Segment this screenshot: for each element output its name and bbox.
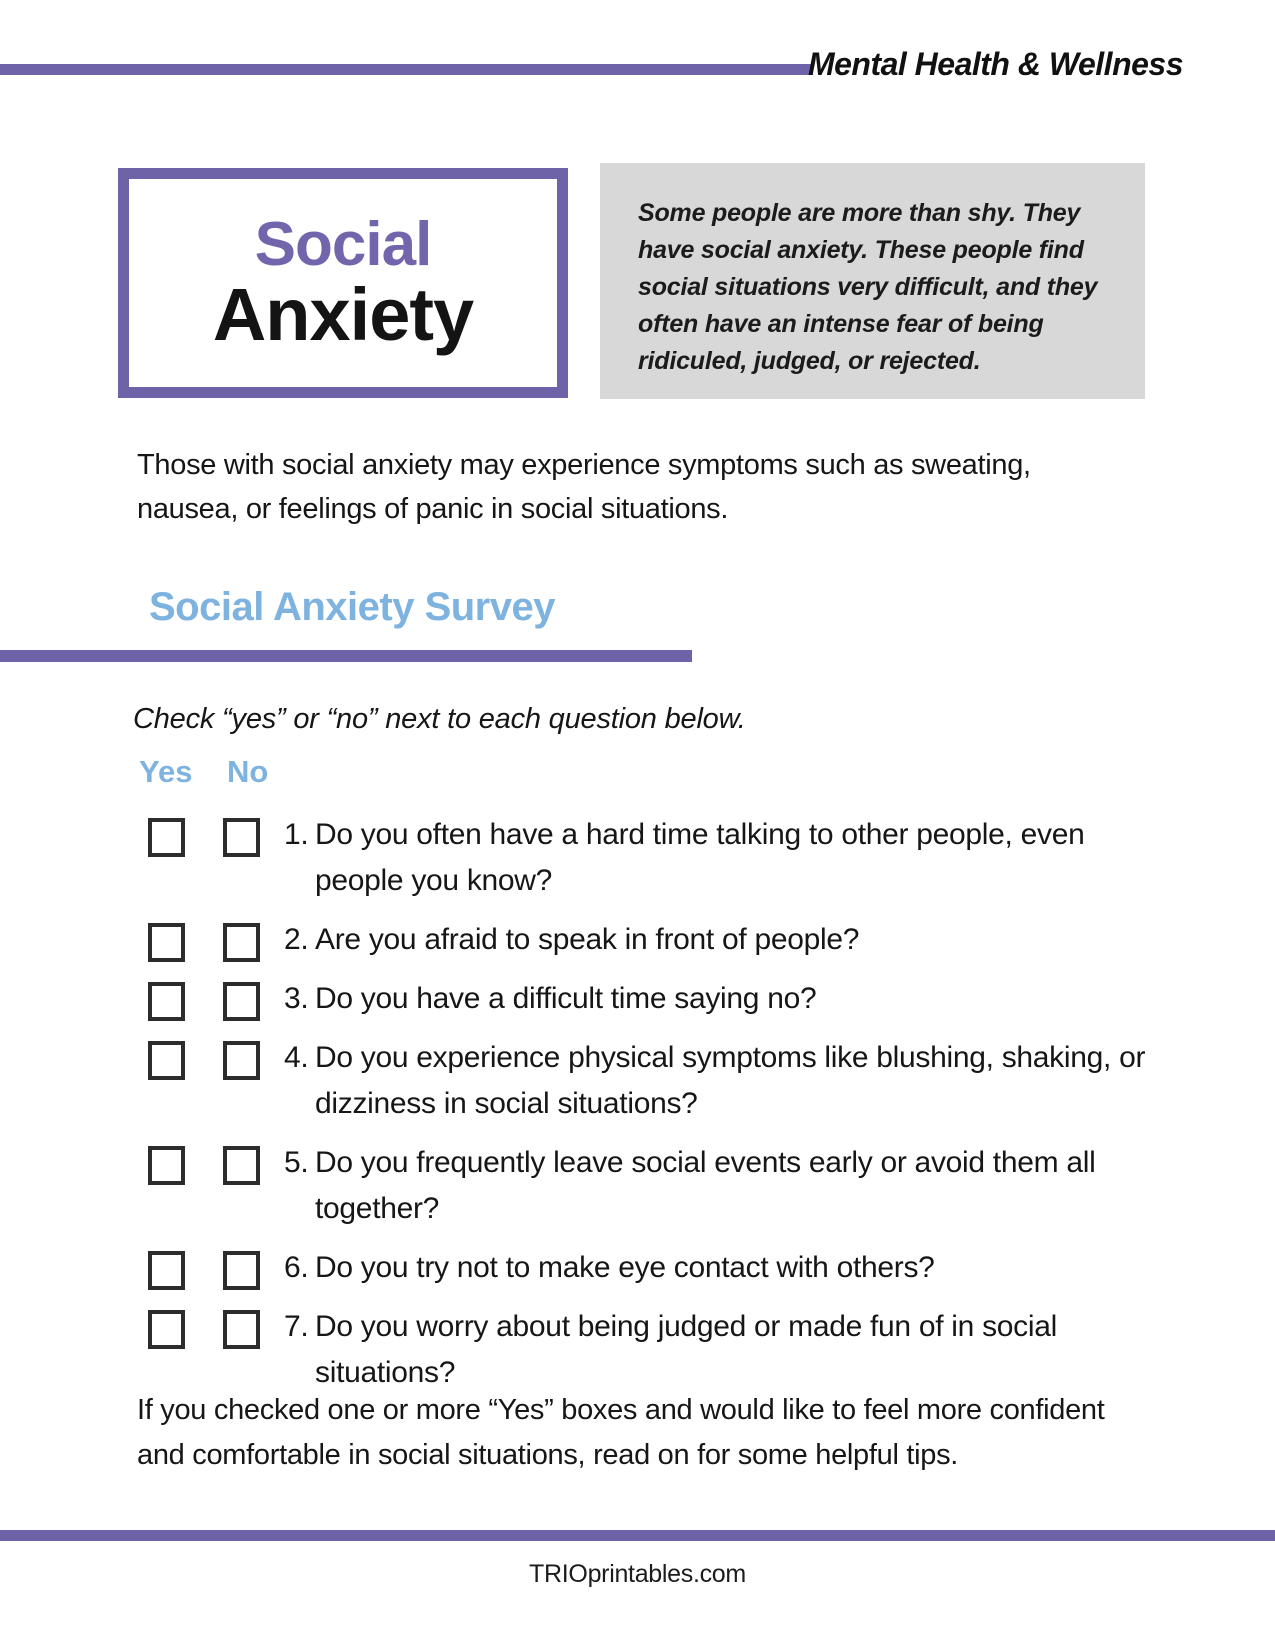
no-column-header: No [227, 754, 269, 789]
survey-question-row [148, 812, 1178, 904]
title-word-anxiety: Anxiety [212, 272, 474, 356]
question-text: Do you worry about being judged or made fun of in social situations? [315, 1310, 1057, 1389]
yes-column-header: Yes [139, 754, 193, 789]
question-number: 5. [284, 1146, 309, 1179]
yes-checkbox[interactable] [148, 1041, 185, 1080]
question-text: Do you frequently leave social events early or avoid them all together? [315, 1146, 1096, 1225]
symptoms-paragraph: Those with social anxiety may experience symptoms such as sweating, nausea, or feelings of panic in social situations. [137, 449, 1031, 525]
footer-divider-line [0, 1530, 1275, 1541]
survey-heading-underline [0, 650, 692, 662]
question-text: Do you experience physical symptoms like blushing, shaking, or dizziness in social situations? [315, 1041, 1146, 1120]
question-number: 1. [284, 818, 309, 851]
survey-question-row [148, 1140, 1178, 1232]
survey-question-row [148, 976, 1178, 1022]
closing-paragraph: If you checked one or more “Yes” boxes and would like to feel more confident and comfortable in social situations, read on for some helpful tips. [137, 1394, 1105, 1471]
no-checkbox[interactable] [223, 818, 260, 857]
survey-question-list [148, 812, 1178, 1409]
yes-checkbox[interactable] [148, 982, 185, 1021]
question-text: Are you afraid to speak in front of people? [315, 923, 860, 956]
question-number: 4. [284, 1041, 309, 1074]
no-checkbox[interactable] [223, 1146, 260, 1185]
yes-checkbox[interactable] [148, 1310, 185, 1349]
question-number: 3. [284, 982, 309, 1015]
yes-checkbox[interactable] [148, 1251, 185, 1290]
survey-question-row [148, 1035, 1178, 1127]
intro-description-box: Some people are more than shy. They have social anxiety. These people find social situations very difficult, and they often have an intense fear of being ridiculed, judged, or rejected. [600, 163, 1145, 399]
survey-heading: Social Anxiety Survey [149, 585, 555, 629]
no-checkbox[interactable] [223, 1310, 260, 1349]
survey-instruction: Check “yes” or “no” next to each question below. [133, 703, 746, 735]
title-word-social: Social [254, 209, 432, 279]
title-box [118, 168, 568, 398]
question-number: 2. [284, 923, 309, 956]
question-text: Do you try not to make eye contact with others? [315, 1251, 935, 1284]
footer-site-name: TRIOprintables.com [529, 1560, 746, 1588]
question-number: 6. [284, 1251, 309, 1284]
question-number: 7. [284, 1310, 309, 1343]
survey-question-row [148, 917, 1178, 963]
header-divider-line [0, 64, 813, 75]
yes-checkbox[interactable] [148, 923, 185, 962]
no-checkbox[interactable] [223, 982, 260, 1021]
no-checkbox[interactable] [223, 923, 260, 962]
survey-question-row [148, 1245, 1178, 1291]
no-checkbox[interactable] [223, 1041, 260, 1080]
question-text: Do you often have a hard time talking to other people, even people you know? [315, 818, 1085, 897]
yes-checkbox[interactable] [148, 1146, 185, 1185]
survey-question-row [148, 1304, 1178, 1396]
yes-checkbox[interactable] [148, 818, 185, 857]
header-category-label: Mental Health & Wellness [807, 46, 1183, 82]
question-text: Do you have a difficult time saying no? [315, 982, 817, 1015]
no-checkbox[interactable] [223, 1251, 260, 1290]
